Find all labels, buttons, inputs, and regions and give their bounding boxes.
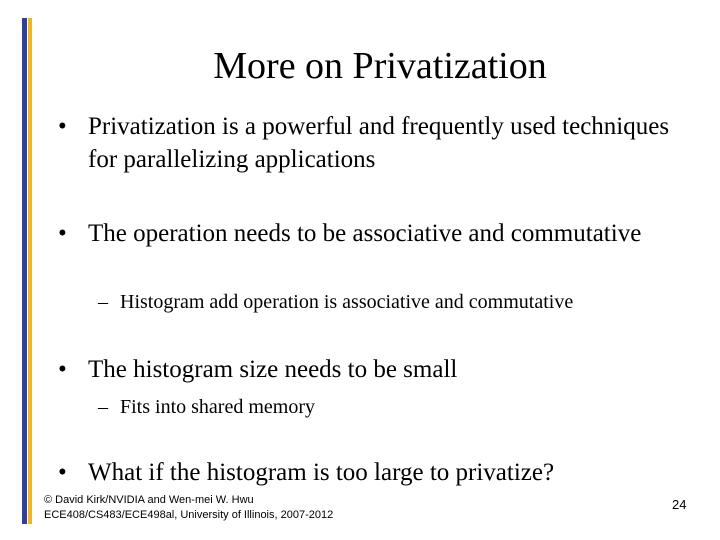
bullet-item [58, 353, 678, 386]
bullet-text: The operation needs to be associative and commutative [88, 220, 642, 247]
sub-bullet-item [98, 394, 698, 420]
accent-bar-blue [22, 18, 27, 524]
sub-bullet-text: Fits into shared memory [120, 396, 315, 418]
bullet-text: Privatization is a powerful and frequently used techniques for parallelizing applications [88, 113, 670, 173]
bullet-text: What if the histogram is too large to privatize? [88, 459, 555, 486]
bullet-item [58, 456, 678, 489]
page-number: 24 [672, 497, 687, 512]
bullet-marker: • [58, 113, 67, 140]
slide-title: More on Privatization [213, 45, 547, 87]
bullet-text: The histogram size needs to be small [88, 356, 458, 383]
footer-copyright: © David Kirk/NVIDIA and Wen-mei W. Hwu ECE408/CS483/ECE498al, University of Illinois, 2007-2012 [44, 494, 334, 521]
accent-bar-gold [28, 18, 32, 524]
bullet-marker: • [58, 220, 67, 247]
sub-bullet-marker: – [98, 396, 108, 418]
bullet-marker: • [58, 356, 67, 383]
bullet-marker: • [58, 459, 67, 486]
bullet-item [58, 110, 678, 176]
bullet-item [58, 217, 678, 250]
sub-bullet-text: Histogram add operation is associative and commutative [120, 291, 574, 313]
sub-bullet-marker: – [98, 291, 108, 313]
sub-bullet-item [98, 289, 698, 315]
